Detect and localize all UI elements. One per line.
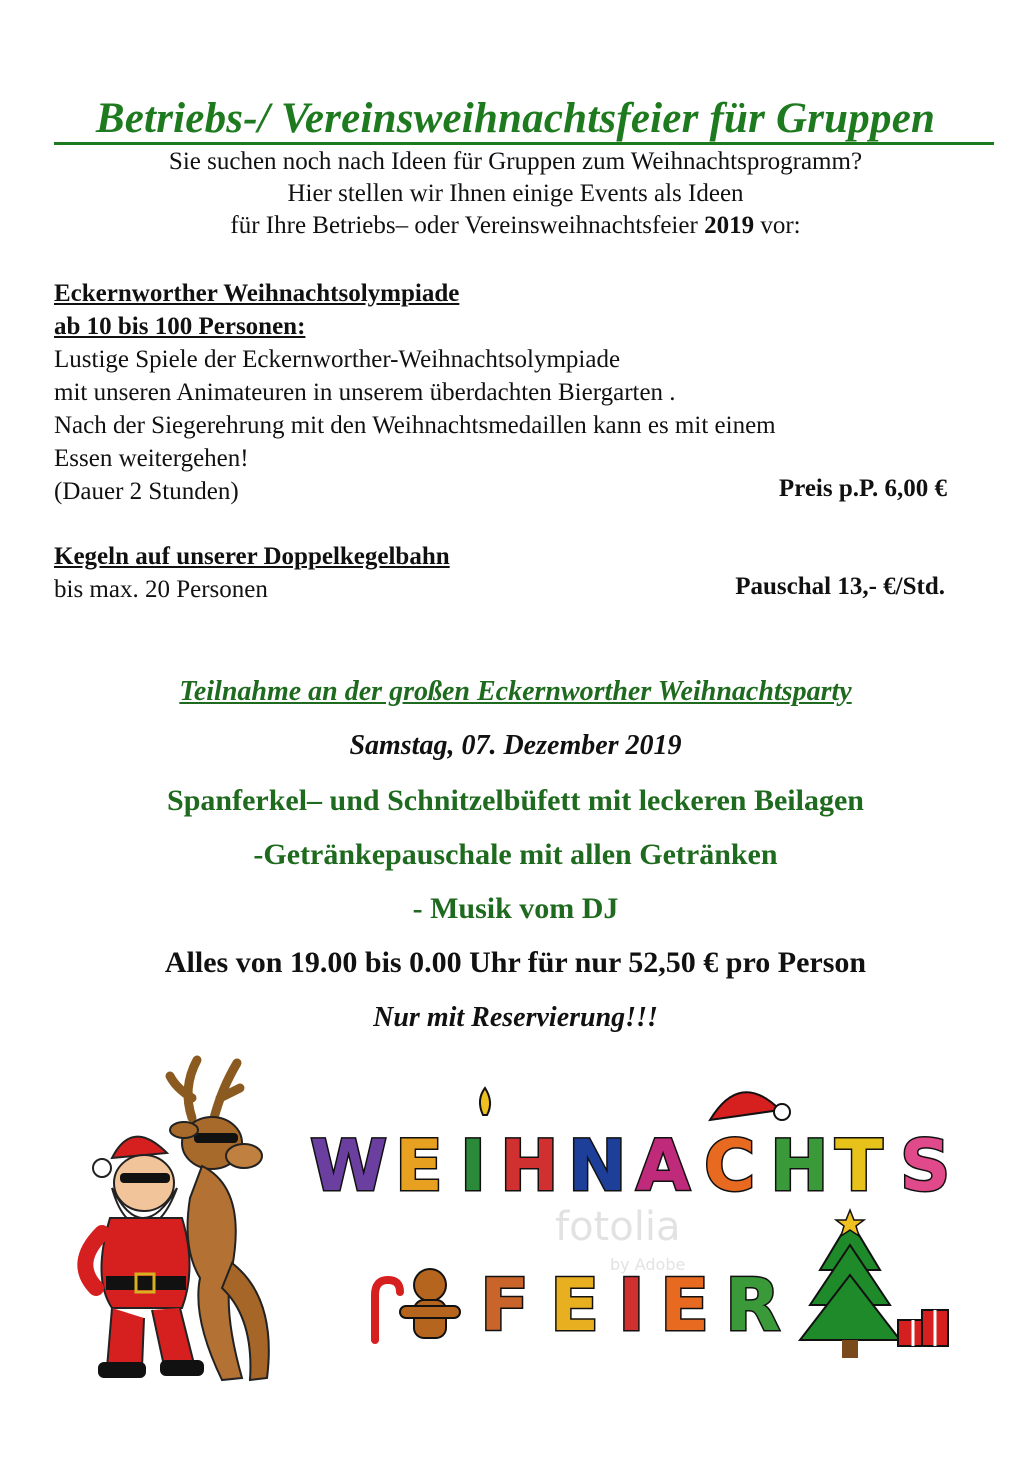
letter-i2: I — [618, 1263, 645, 1347]
gift-icon — [898, 1310, 948, 1346]
weihnachtsfeier-lettering — [300, 1070, 990, 1370]
letter-w: W — [310, 1125, 388, 1207]
letter-r: R — [725, 1263, 781, 1347]
antlers — [170, 1060, 240, 1118]
intro-line-1: Sie suchen noch nach Ideen für Gruppen zum Weihnachtsprogramm? — [168, 148, 863, 175]
intro-year: 2019 — [704, 212, 755, 239]
letter-n: N — [568, 1125, 627, 1207]
olympiade-price: Preis p.P. 6,00 € — [778, 475, 947, 502]
kegeln-price: Pauschal 13,- €/Std. — [735, 573, 945, 600]
olympiade-line: Essen weitergehen! — [54, 445, 249, 472]
candle-flame-icon — [480, 1088, 490, 1115]
olympiade-line: mit unseren Animateuren in unserem überdachten Biergarten . — [54, 379, 676, 406]
party-buffet: Spanferkel– und Schnitzelbüfett mit leckeren Beilagen — [167, 784, 864, 817]
letter-h2: H — [770, 1125, 829, 1207]
letter-h: H — [500, 1125, 559, 1207]
letter-a: A — [636, 1125, 691, 1207]
santa-reindeer-illustration — [72, 1048, 302, 1398]
page-title: Betriebs-/ Vereinsweihnachtsfeier für Gruppen — [95, 95, 936, 142]
watermark-sub: by Adobe — [610, 1255, 686, 1274]
kegeln-heading: Kegeln auf unserer Doppelkegelbahn — [54, 543, 450, 570]
letter-t: T — [835, 1125, 883, 1207]
letter-s: S — [900, 1125, 951, 1207]
letter-i: I — [460, 1125, 487, 1207]
olympiade-section — [54, 277, 776, 508]
olympiade-subheading: ab 10 bis 100 Personen: — [54, 313, 306, 340]
santa-hat-icon — [710, 1092, 780, 1120]
intro-line-3 — [0, 212, 1031, 240]
kegeln-section — [54, 540, 450, 606]
olympiade-line: Nach der Siegerehrung mit den Weihnachtsmedaillen kann es mit einem — [54, 412, 776, 439]
olympiade-duration: (Dauer 2 Stunden) — [54, 478, 239, 505]
candy-cane-icon — [375, 1280, 400, 1340]
intro-line-2: Hier stellen wir Ihnen einige Events als Ideen — [287, 180, 744, 207]
title-underline — [54, 142, 994, 145]
letter-c: C — [704, 1125, 756, 1207]
letter-e3: E — [660, 1263, 710, 1347]
gingerbread-icon — [400, 1269, 460, 1338]
party-heading: Teilnahme an der großen Eckernworther Weihnachtsparty — [179, 676, 852, 707]
letter-e: E — [395, 1125, 443, 1207]
kegeln-capacity: bis max. 20 Personen — [54, 576, 268, 603]
intro-line-3-text-a: für Ihre Betriebs– oder Vereinsweihnachtsfeier — [230, 212, 705, 239]
santa-body — [101, 1218, 189, 1308]
party-date: Samstag, 07. Dezember 2019 — [349, 730, 682, 761]
letter-f: F — [480, 1263, 530, 1347]
sunglasses-icon — [194, 1133, 238, 1143]
intro-line-3-text-b: vor: — [754, 212, 801, 239]
olympiade-line: Lustige Spiele der Eckernworther-Weihnachtsolympiade — [54, 346, 621, 373]
letter-e2: E — [550, 1263, 600, 1347]
party-price-line: Alles von 19.00 bis 0.00 Uhr für nur 52,50 € pro Person — [164, 946, 867, 979]
watermark: fotolia — [555, 1204, 681, 1250]
party-music: - Musik vom DJ — [412, 892, 619, 925]
christmas-tree-icon — [800, 1210, 900, 1358]
olympiade-heading: Eckernworther Weihnachtsolympiade — [54, 280, 460, 307]
reservation-note: Nur mit Reservierung!!! — [373, 1002, 658, 1033]
party-drinks: -Getränkepauschale mit allen Getränken — [253, 838, 778, 871]
